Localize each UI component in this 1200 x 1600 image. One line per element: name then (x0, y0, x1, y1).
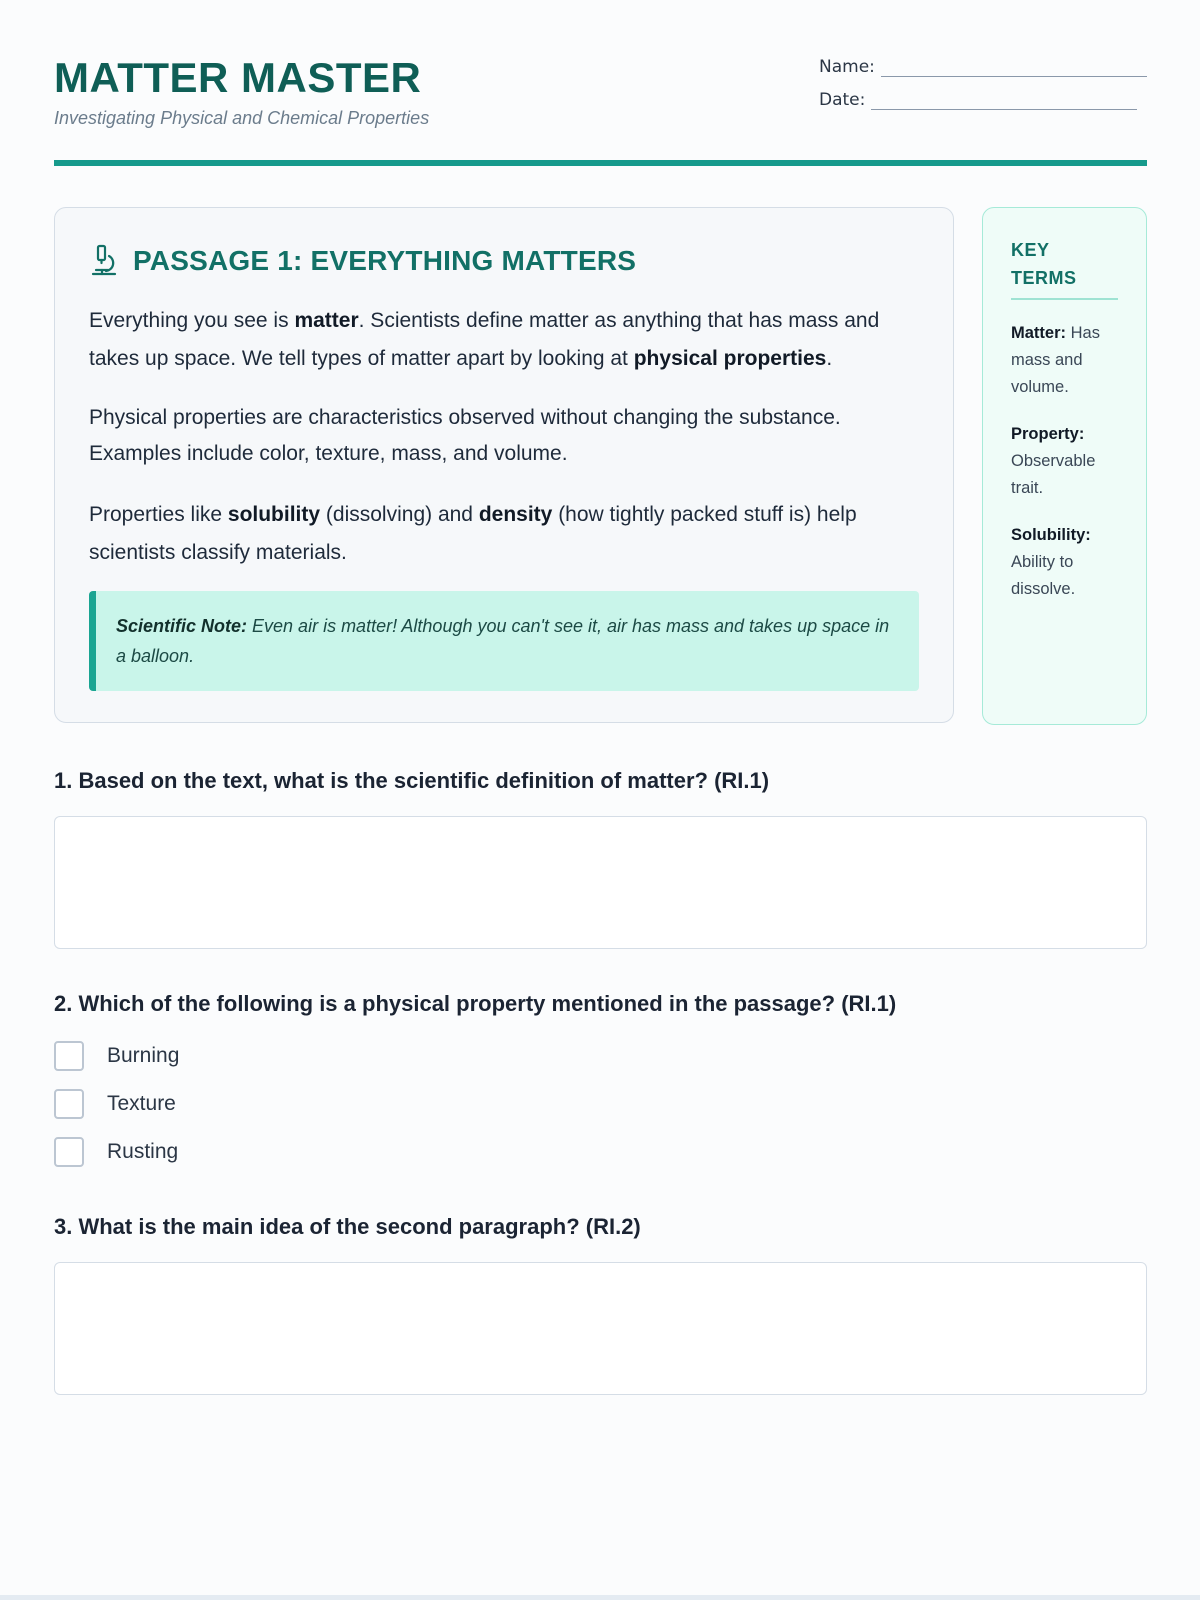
term-matter: matter (294, 309, 359, 332)
passage-paragraph-1: Everything you see is matter. Scientists define matter as anything that has mass and takes up space. We tell types of matter apart by looking at physical properties. (89, 309, 880, 370)
worksheet-header (54, 0, 1147, 168)
term-solubility: solubility (227, 503, 321, 526)
question-3-answer-box[interactable] (54, 1262, 1147, 1395)
worksheet-page (54, 0, 1147, 1239)
page-subtitle: Investigating Physical and Chemical Properties (54, 108, 430, 128)
header-divider (54, 160, 1147, 166)
scientific-note (89, 591, 919, 691)
question-3: 3. What is the main idea of the second paragraph? (RI.2) (54, 1214, 641, 1239)
name-input-line[interactable] (881, 56, 1147, 77)
passage-paragraph-2: Physical properties are characteristics observed without changing the substance. Examples include color, texture, mass, and volume. (89, 406, 841, 465)
note-text: Even air is matter! Although you can't see it, air has mass and takes up space in a balloon. (116, 616, 890, 666)
key-term-item: Matter: Has mass and volume. (1011, 324, 1100, 396)
date-input-line[interactable] (871, 89, 1137, 110)
date-field-row (819, 89, 1137, 110)
name-field-row (819, 56, 1147, 77)
question-2-option-texture[interactable]: Texture (54, 1089, 176, 1119)
passage-heading (89, 244, 636, 278)
name-label: Name: (819, 57, 875, 77)
page-title: MATTER MASTER (54, 54, 422, 101)
key-term-item: Solubility: Ability to dissolve. (1011, 526, 1091, 598)
date-label: Date: (819, 90, 866, 110)
term-physical-properties: physical properties (633, 347, 827, 370)
passage-card (54, 207, 954, 723)
page-bottom-edge (0, 1595, 1200, 1600)
question-2-option-burning[interactable]: Burning (54, 1041, 179, 1071)
note-label: Scientific Note: (116, 616, 248, 636)
checkbox[interactable] (54, 1089, 84, 1119)
term-density: density (478, 503, 553, 526)
key-terms-sidebar (982, 207, 1147, 725)
question-1: 1. Based on the text, what is the scientific definition of matter? (RI.1) (54, 768, 770, 793)
microscope-icon (89, 244, 119, 278)
question-1-answer-box[interactable] (54, 816, 1147, 949)
checkbox[interactable] (54, 1041, 84, 1071)
key-terms-title: KEY TERMS (1011, 236, 1118, 300)
key-term-item: Property: Observable trait. (1011, 425, 1096, 497)
passage-paragraph-3: Properties like solubility (dissolving) and density (how tightly packed stuff is) help scientists classify materials. (89, 503, 857, 564)
question-2-option-rusting[interactable]: Rusting (54, 1137, 178, 1167)
passage-title: PASSAGE 1: EVERYTHING MATTERS (133, 245, 637, 276)
checkbox[interactable] (54, 1137, 84, 1167)
question-2: 2. Which of the following is a physical property mentioned in the passage? (RI.1) (54, 991, 897, 1016)
